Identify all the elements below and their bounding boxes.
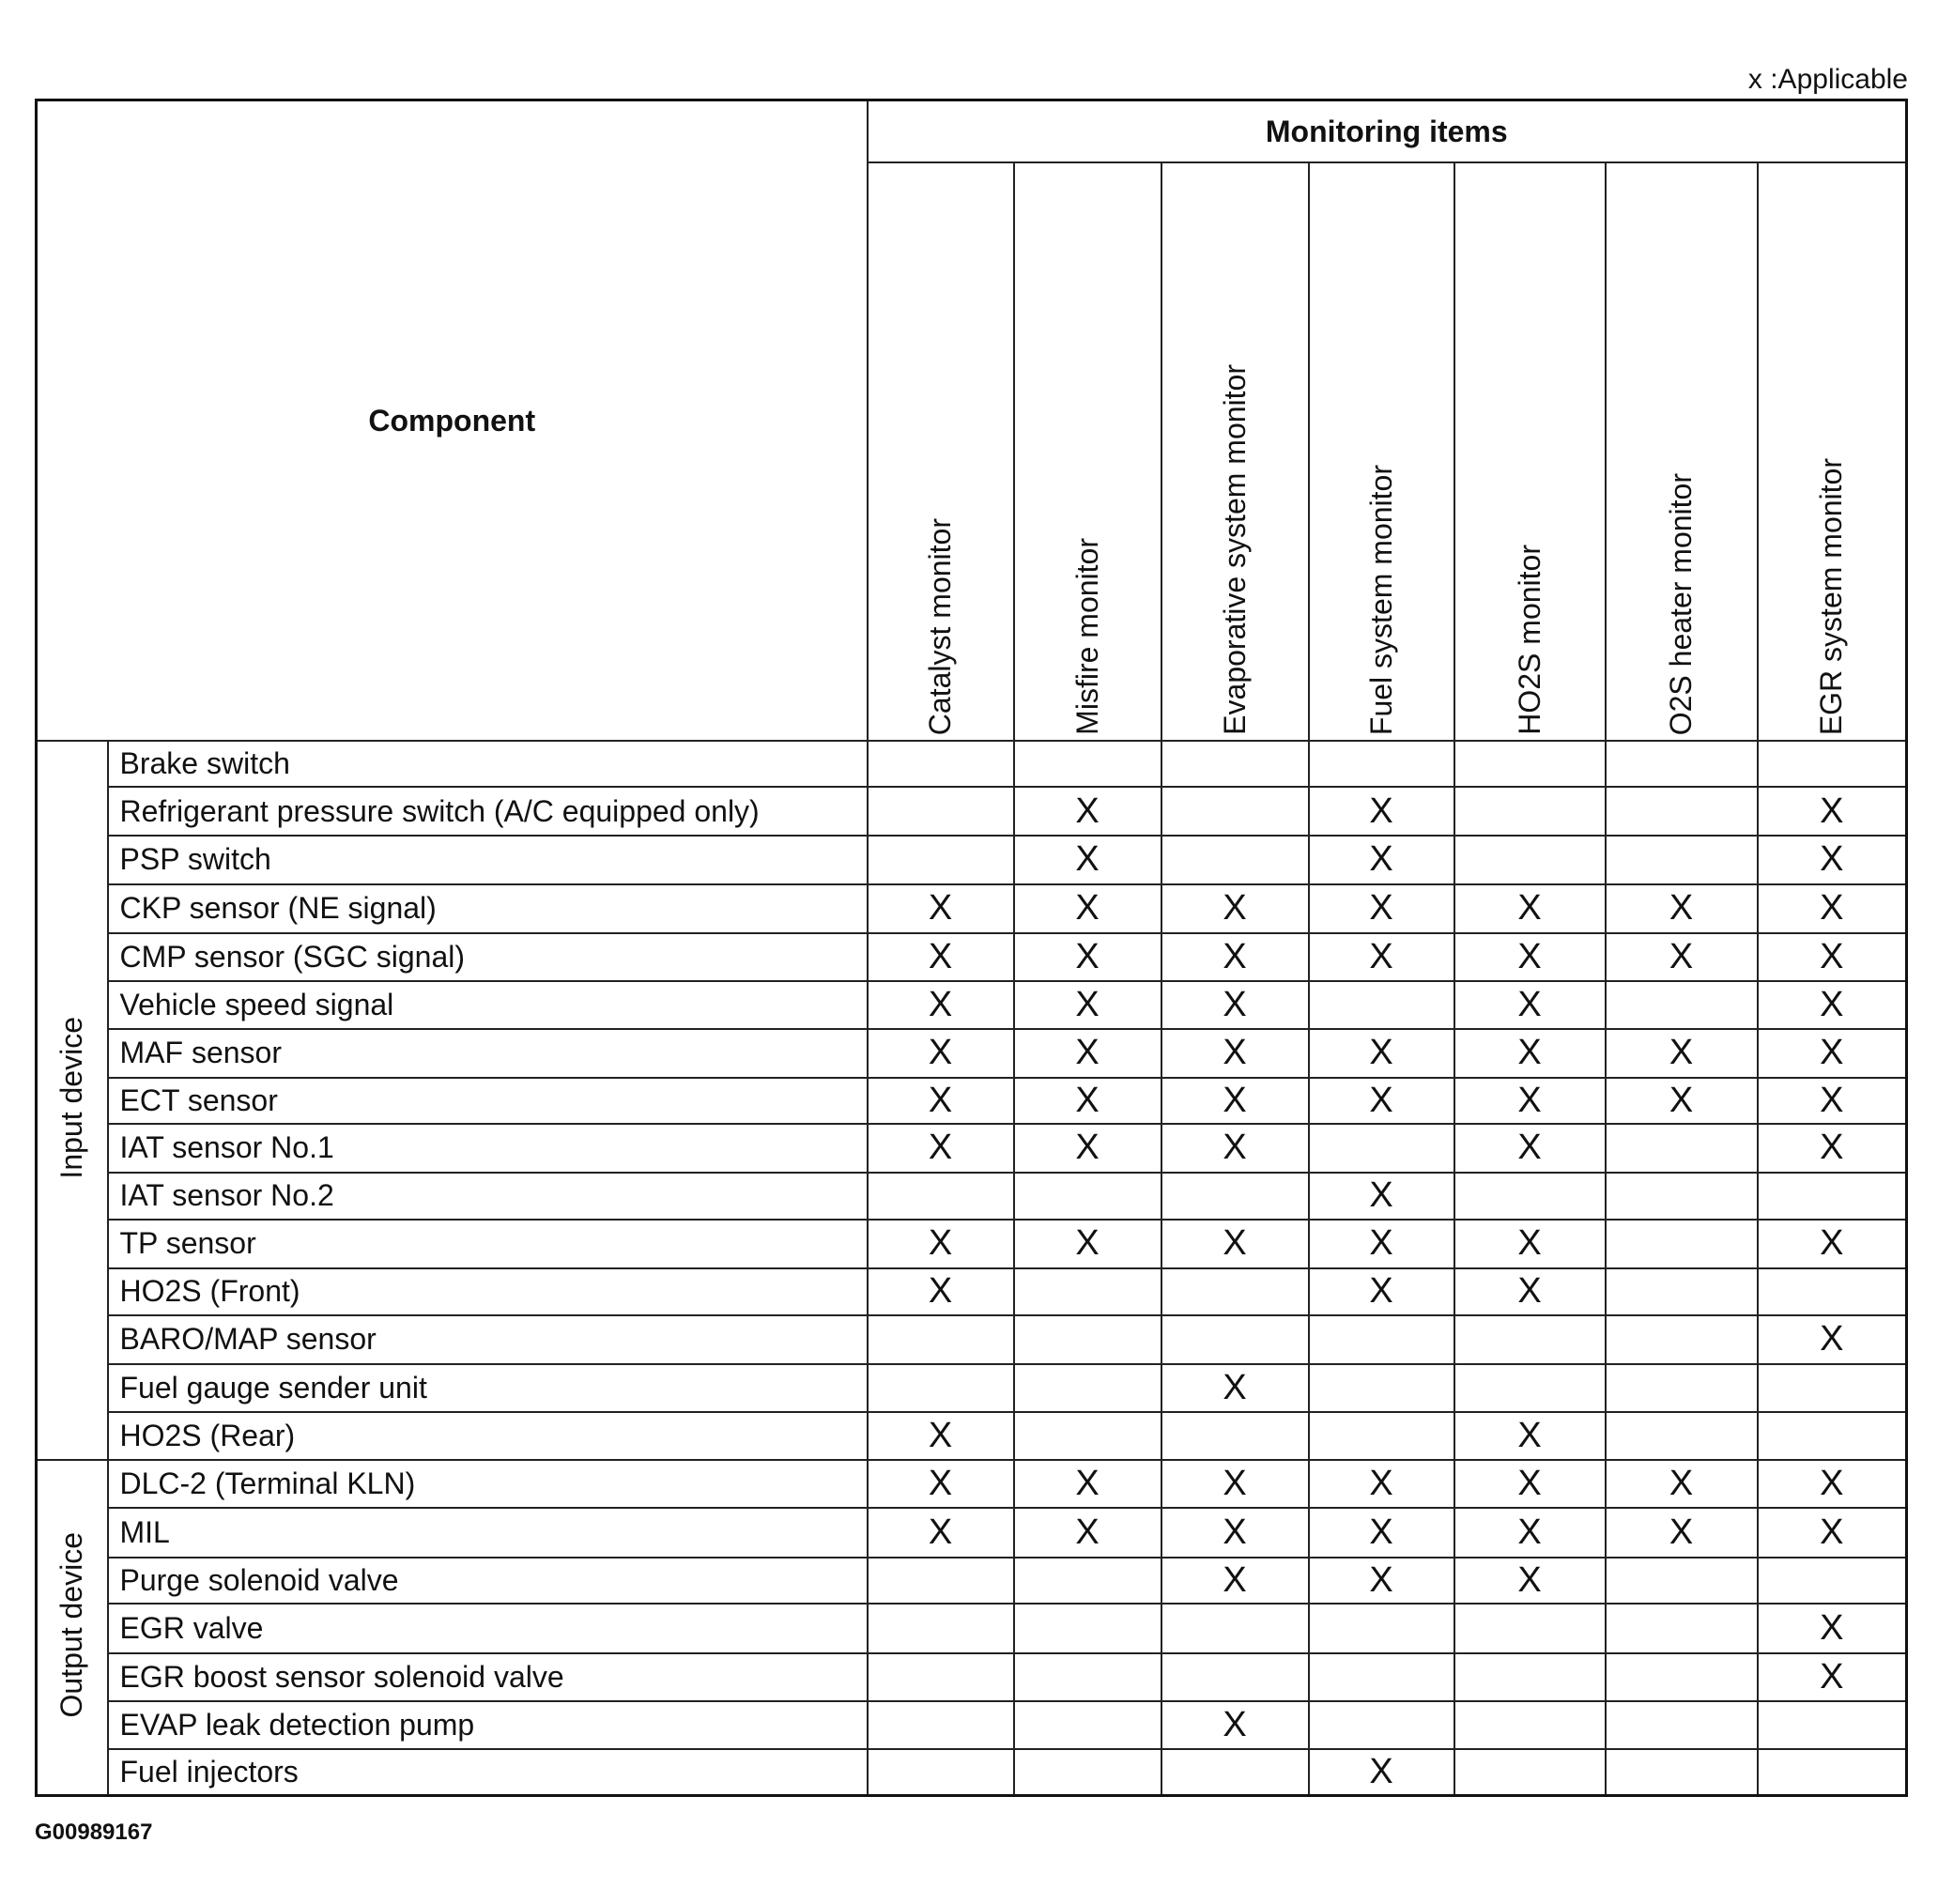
component-name: IAT sensor No.2 (108, 1173, 868, 1221)
component-name: Refrigerant pressure switch (A/C equipped only) (108, 787, 868, 836)
table-row (37, 1124, 1907, 1173)
applicable-mark: X (1454, 1124, 1606, 1173)
monitor-column-label: Misfire monitor (1069, 538, 1104, 735)
applicable-mark: X (1758, 836, 1907, 884)
empty-cell (1454, 1173, 1606, 1221)
matrix-body (37, 741, 1907, 1796)
empty-cell (1758, 1701, 1907, 1749)
empty-cell (1161, 1268, 1309, 1316)
empty-cell (1014, 1412, 1161, 1460)
applicable-mark: X (1309, 1220, 1454, 1268)
empty-cell (868, 1749, 1014, 1796)
empty-cell (868, 787, 1014, 836)
table-row (37, 1508, 1907, 1558)
device-group-cell (37, 1460, 108, 1796)
empty-cell (1454, 1749, 1606, 1796)
empty-cell (1014, 1173, 1161, 1221)
applicable-mark: X (1161, 1078, 1309, 1124)
applicable-mark: X (1161, 1029, 1309, 1078)
component-name: BARO/MAP sensor (108, 1315, 868, 1364)
applicable-mark: X (1014, 1508, 1161, 1558)
applicable-mark: X (1014, 1220, 1161, 1268)
applicable-mark: X (1161, 1124, 1309, 1173)
empty-cell (868, 1173, 1014, 1221)
empty-cell (1014, 1749, 1161, 1796)
applicable-mark: X (1454, 1220, 1606, 1268)
empty-cell (1309, 1124, 1454, 1173)
table-row (37, 1653, 1907, 1702)
applicable-mark: X (1454, 1508, 1606, 1558)
monitor-column-header (1014, 162, 1161, 741)
applicable-mark: X (1758, 1078, 1907, 1124)
empty-cell (1309, 1364, 1454, 1413)
applicable-mark: X (1758, 884, 1907, 934)
empty-cell (1758, 1412, 1907, 1460)
applicable-mark: X (1454, 884, 1606, 934)
empty-cell (1606, 1412, 1758, 1460)
applicable-mark: X (1606, 1078, 1758, 1124)
empty-cell (1606, 1749, 1758, 1796)
applicable-mark: X (868, 884, 1014, 934)
empty-cell (1161, 836, 1309, 884)
component-name: EGR valve (108, 1604, 868, 1653)
applicable-mark: X (1309, 1173, 1454, 1221)
applicable-mark: X (1454, 981, 1606, 1030)
component-name: ECT sensor (108, 1078, 868, 1124)
monitor-column-label: Evaporative system monitor (1217, 364, 1252, 735)
empty-cell (1454, 836, 1606, 884)
applicable-mark: X (1454, 1460, 1606, 1509)
applicable-mark: X (1758, 1653, 1907, 1702)
monitor-column-header (1161, 162, 1309, 741)
applicable-mark: X (1014, 836, 1161, 884)
empty-cell (868, 1701, 1014, 1749)
empty-cell (1309, 1604, 1454, 1653)
device-group-cell (37, 741, 108, 1460)
empty-cell (1161, 1315, 1309, 1364)
component-name: IAT sensor No.1 (108, 1124, 868, 1173)
component-name: CMP sensor (SGC signal) (108, 933, 868, 981)
applicable-mark: X (1758, 1460, 1907, 1509)
empty-cell (1161, 1412, 1309, 1460)
applicable-mark: X (1161, 1701, 1309, 1749)
table-row (37, 884, 1907, 934)
empty-cell (1606, 1604, 1758, 1653)
empty-cell (868, 1604, 1014, 1653)
component-name: HO2S (Rear) (108, 1412, 868, 1460)
applicable-mark: X (1309, 884, 1454, 934)
component-name: EVAP leak detection pump (108, 1701, 868, 1749)
applicable-mark: X (1606, 933, 1758, 981)
empty-cell (1014, 1364, 1161, 1413)
monitor-column-label: HO2S monitor (1512, 545, 1546, 735)
applicable-mark: X (1309, 836, 1454, 884)
empty-cell (1758, 1558, 1907, 1604)
empty-cell (1606, 1173, 1758, 1221)
applicable-mark: X (1758, 1029, 1907, 1078)
applicable-mark: X (1309, 1078, 1454, 1124)
table-row (37, 1315, 1907, 1364)
applicable-mark: X (868, 1124, 1014, 1173)
empty-cell (1309, 1315, 1454, 1364)
applicable-mark: X (1014, 884, 1161, 934)
empty-cell (868, 741, 1014, 787)
empty-cell (1606, 741, 1758, 787)
empty-cell (1606, 1364, 1758, 1413)
component-name: MAF sensor (108, 1029, 868, 1078)
component-name: Fuel gauge sender unit (108, 1364, 868, 1413)
table-row (37, 1604, 1907, 1653)
monitor-column-label: O2S heater monitor (1664, 472, 1698, 735)
applicable-mark: X (868, 1029, 1014, 1078)
empty-cell (1161, 1653, 1309, 1702)
component-name: Purge solenoid valve (108, 1558, 868, 1604)
empty-cell (1606, 1124, 1758, 1173)
applicable-mark: X (868, 1268, 1014, 1316)
component-name: PSP switch (108, 836, 868, 884)
applicable-mark: X (1606, 1460, 1758, 1509)
applicable-mark: X (1758, 787, 1907, 836)
applicable-mark: X (1606, 884, 1758, 934)
applicable-mark: X (1309, 933, 1454, 981)
applicable-mark: X (1161, 1220, 1309, 1268)
component-header: Component (37, 100, 868, 742)
empty-cell (1309, 1653, 1454, 1702)
applicable-mark: X (1014, 1460, 1161, 1509)
applicable-mark: X (868, 1078, 1014, 1124)
applicable-mark: X (1014, 1029, 1161, 1078)
empty-cell (1454, 1653, 1606, 1702)
figure-id: G00989167 (35, 1820, 153, 1845)
empty-cell (1758, 1749, 1907, 1796)
applicable-mark: X (868, 933, 1014, 981)
applicable-mark: X (1454, 1268, 1606, 1316)
applicable-mark: X (1309, 1508, 1454, 1558)
applicable-mark: X (1309, 1749, 1454, 1796)
empty-cell (1454, 1701, 1606, 1749)
empty-cell (1014, 1315, 1161, 1364)
empty-cell (868, 1315, 1014, 1364)
empty-cell (1606, 836, 1758, 884)
empty-cell (1309, 741, 1454, 787)
empty-cell (1758, 1364, 1907, 1413)
empty-cell (1454, 1604, 1606, 1653)
applicable-mark: X (1454, 1412, 1606, 1460)
empty-cell (1758, 1173, 1907, 1221)
monitor-column-label: Catalyst monitor (923, 517, 957, 735)
empty-cell (1309, 1701, 1454, 1749)
applicable-mark: X (1309, 1558, 1454, 1604)
table-row (37, 836, 1907, 884)
monitor-column-label: Fuel system monitor (1363, 464, 1398, 735)
table-row (37, 1412, 1907, 1460)
applicable-legend: x :Applicable (1747, 64, 1908, 95)
device-group-label: Output device (54, 1532, 89, 1718)
empty-cell (1454, 741, 1606, 787)
empty-cell (1014, 1701, 1161, 1749)
empty-cell (1606, 1701, 1758, 1749)
table-row (37, 1029, 1907, 1078)
empty-cell (1454, 1315, 1606, 1364)
component-name: CKP sensor (NE signal) (108, 884, 868, 934)
component-name: TP sensor (108, 1220, 868, 1268)
applicable-mark: X (1161, 933, 1309, 981)
empty-cell (1454, 787, 1606, 836)
empty-cell (1014, 1604, 1161, 1653)
empty-cell (868, 836, 1014, 884)
empty-cell (1161, 787, 1309, 836)
applicable-mark: X (1309, 787, 1454, 836)
table-row (37, 1078, 1907, 1124)
empty-cell (1606, 1558, 1758, 1604)
empty-cell (868, 1653, 1014, 1702)
applicable-mark: X (1454, 1558, 1606, 1604)
empty-cell (1758, 741, 1907, 787)
applicable-mark: X (1014, 787, 1161, 836)
empty-cell (1606, 1315, 1758, 1364)
table-row (37, 1173, 1907, 1221)
table-row (37, 933, 1907, 981)
applicable-mark: X (1014, 981, 1161, 1030)
empty-cell (1161, 1749, 1309, 1796)
table-row (37, 1460, 1907, 1509)
empty-cell (1606, 1220, 1758, 1268)
empty-cell (1454, 1364, 1606, 1413)
empty-cell (868, 1364, 1014, 1413)
table-row (37, 1364, 1907, 1413)
applicable-mark: X (868, 1412, 1014, 1460)
applicable-mark: X (1161, 981, 1309, 1030)
monitor-column-header (1454, 162, 1606, 741)
applicable-mark: X (1606, 1508, 1758, 1558)
monitor-column-label: EGR system monitor (1814, 457, 1849, 735)
applicable-mark: X (1014, 1078, 1161, 1124)
empty-cell (1606, 1653, 1758, 1702)
applicable-mark: X (1309, 1460, 1454, 1509)
applicable-mark: X (868, 1460, 1014, 1509)
empty-cell (868, 1558, 1014, 1604)
empty-cell (1606, 787, 1758, 836)
empty-cell (1309, 981, 1454, 1030)
applicable-mark: X (1606, 1029, 1758, 1078)
applicable-mark: X (1758, 1508, 1907, 1558)
applicable-mark: X (1014, 933, 1161, 981)
applicable-mark: X (1309, 1029, 1454, 1078)
applicable-mark: X (868, 981, 1014, 1030)
applicable-mark: X (1161, 1460, 1309, 1509)
monitoring-items-header: Monitoring items (868, 100, 1907, 163)
applicable-mark: X (1758, 1124, 1907, 1173)
table-row (37, 741, 1907, 787)
component-name: Vehicle speed signal (108, 981, 868, 1030)
empty-cell (1161, 1173, 1309, 1221)
applicable-mark: X (1161, 1558, 1309, 1604)
table-row (37, 1701, 1907, 1749)
table-row (37, 1220, 1907, 1268)
applicable-mark: X (1758, 981, 1907, 1030)
device-group-label: Input device (54, 1017, 89, 1179)
empty-cell (1014, 1653, 1161, 1702)
table-row (37, 787, 1907, 836)
empty-cell (1606, 1268, 1758, 1316)
component-name: Fuel injectors (108, 1749, 868, 1796)
component-name: EGR boost sensor solenoid valve (108, 1653, 868, 1702)
empty-cell (1758, 1268, 1907, 1316)
applicable-mark: X (1014, 1124, 1161, 1173)
applicable-mark: X (1161, 1364, 1309, 1413)
applicable-mark: X (1758, 1315, 1907, 1364)
table-row (37, 1558, 1907, 1604)
applicable-mark: X (1758, 933, 1907, 981)
applicable-mark: X (1454, 1078, 1606, 1124)
applicable-mark: X (1758, 1220, 1907, 1268)
empty-cell (1014, 1268, 1161, 1316)
component-name: Brake switch (108, 741, 868, 787)
component-name: HO2S (Front) (108, 1268, 868, 1316)
table-row (37, 1268, 1907, 1316)
applicable-mark: X (1454, 933, 1606, 981)
applicable-mark: X (1309, 1268, 1454, 1316)
empty-cell (1606, 981, 1758, 1030)
applicable-mark: X (868, 1220, 1014, 1268)
applicable-mark: X (1454, 1029, 1606, 1078)
monitoring-matrix (35, 99, 1908, 1797)
component-name: DLC-2 (Terminal KLN) (108, 1460, 868, 1509)
monitor-column-header (1309, 162, 1454, 741)
applicable-mark: X (1758, 1604, 1907, 1653)
empty-cell (1014, 741, 1161, 787)
monitor-column-header (868, 162, 1014, 741)
applicable-mark: X (868, 1508, 1014, 1558)
empty-cell (1309, 1412, 1454, 1460)
table-row (37, 1749, 1907, 1796)
applicable-mark: X (1161, 1508, 1309, 1558)
monitor-column-header (1758, 162, 1907, 741)
applicable-mark: X (1161, 884, 1309, 934)
empty-cell (1014, 1558, 1161, 1604)
empty-cell (1161, 1604, 1309, 1653)
table-row (37, 981, 1907, 1030)
component-name: MIL (108, 1508, 868, 1558)
monitor-column-header (1606, 162, 1758, 741)
empty-cell (1161, 741, 1309, 787)
